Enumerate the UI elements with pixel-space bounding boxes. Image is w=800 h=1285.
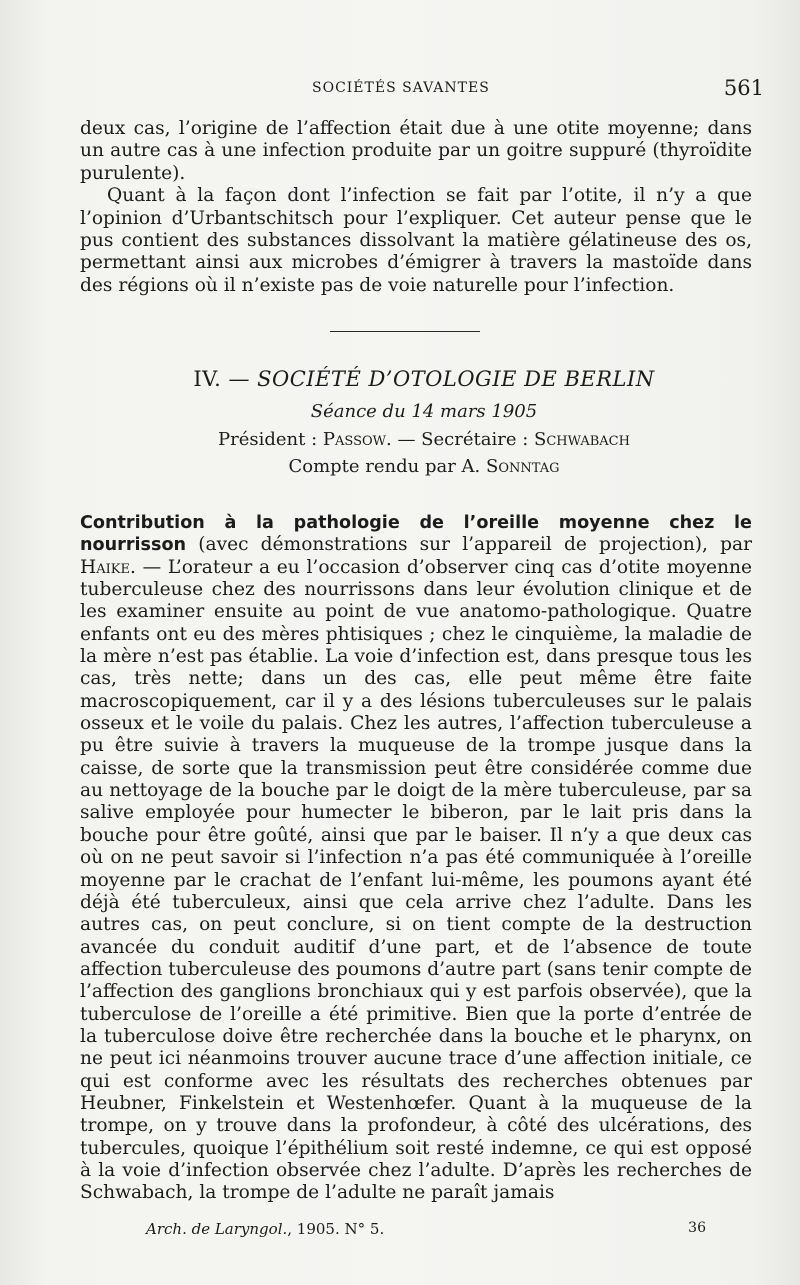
running-title: SOCIÉTÉS SAVANTES xyxy=(312,80,490,96)
section-heading xyxy=(80,367,768,391)
section-title: SOCIÉTÉ D’OTOLOGIE DE BERLIN xyxy=(257,367,655,391)
session-date: Séance du 14 mars 1905 xyxy=(310,401,538,422)
secretary-name: Schwabach xyxy=(534,429,630,450)
article-lead-end: . — xyxy=(129,556,168,578)
officers-line xyxy=(80,429,768,450)
intro-paragraph: deux cas, l’origine de l’affection était due à une otite moyenne; dans un autre cas à une infection produite par un goitre suppuré (thyroïdite purulente). xyxy=(80,118,752,184)
report-label: Compte rendu par A. xyxy=(288,456,481,477)
journal-citation xyxy=(146,1220,384,1238)
article-author: Haike xyxy=(80,556,130,578)
page-footer xyxy=(146,1220,706,1242)
article-lead: (avec démonstrations sur l’appareil de projection), par xyxy=(186,534,752,556)
article-title: Contribution à la pathologie de l’oreille moyenne chez le nourrisson xyxy=(80,513,752,556)
report-author: Sonntag xyxy=(486,456,560,477)
section-numeral: IV. — xyxy=(193,367,250,391)
journal-name: Arch. de Laryngol. xyxy=(146,1220,288,1238)
article xyxy=(80,512,752,1205)
article-paragraph xyxy=(80,512,752,1205)
article-body: L’orateur a eu l’occasion d’observer cinq cas d’otite moyenne tuberculeuse chez des nourrissons dans leur évolution clinique et de les examiner ensuite au point de vue anatomo-pathologique. Quatre enfants ont eu des mères phtisiques ; chez le cinquième, la maladie de la mère n’est pas établie. La voie d’infection est, dans presque tous les cas, très nette; dans un des cas, elle peut même être faite macroscopiquement, car il y a des lésions tuberculeuses sur le palais osseux et le voile du palais. Chez les autres, l’affection tuberculeuse a pu être suivie à travers la muqueuse de la trompe jusque dans la caisse, de sorte que la transmission peut être considérée comme due au nettoyage de la bouche par le doigt de la mère tuberculeuse, par sa salive employée pour humecter le biberon, par le lait pris dans la bouche pour être goûté, ainsi que par le baiser. Il n’y a que deux cas où on ne peut savoir si l’infection n’a pas été communiquée à l’oreille moyenne par le crachat de l’enfant lui-même, les poumons ayant été déjà été tuberculeux, ainsi que cela arrive chez l’adulte. Dans les autres cas, on peut conclure, si on tient compte de la destruction avancée du conduit auditif d’une part, et de l’absence de toute affection tuberculeuse des poumons d’autre part (sans tenir compte de l’affection des ganglions bronchiaux qui y est parfois observée), que la tuberculose de l’oreille a été primitive. Bien que la porte d’entrée de la tuberculose doive être recherchée dans la bouche et le pharynx, on ne peut ici néanmoins trouver aucune trace d’une affection initiale, ce qui est conforme avec les résultats des recherches obtenues par Heubner, Finkelstein et Westenhœfer. Quant à la muqueuse de la trompe, on y trouve dans la profondeur, à côté des ulcérations, des tubercules, quoique l’épithélium soit resté indemne, ce qui est opposé à la voie d’infection observée chez l’adulte. D’après les recherches de Schwabach, la trompe de l’adulte ne paraît jamais xyxy=(80,556,752,1204)
intro-text xyxy=(80,118,752,297)
secretary-label: . — Secrétaire : xyxy=(386,429,529,450)
president-label: Président : xyxy=(218,429,318,450)
sheet-number: 36 xyxy=(688,1220,706,1236)
journal-issue: , 1905. N° 5. xyxy=(287,1220,385,1238)
section-divider xyxy=(330,331,480,332)
president-name: Passow xyxy=(322,429,387,450)
page-number: 561 xyxy=(723,76,764,100)
page-header xyxy=(80,78,768,102)
report-credit xyxy=(80,456,768,477)
intro-paragraph: Quant à la façon dont l’infection se fait par l’otite, il n’y a que l’opinion d’Urbantschitsch pour l’expliquer. Cet auteur pense que le pus contient des substances dissolvant la matière gélatineuse des os, permettant ainsi aux microbes d’émigrer à travers la mastoïde dans des régions où il n’existe pas de voie naturelle pour l’infection. xyxy=(80,185,752,296)
